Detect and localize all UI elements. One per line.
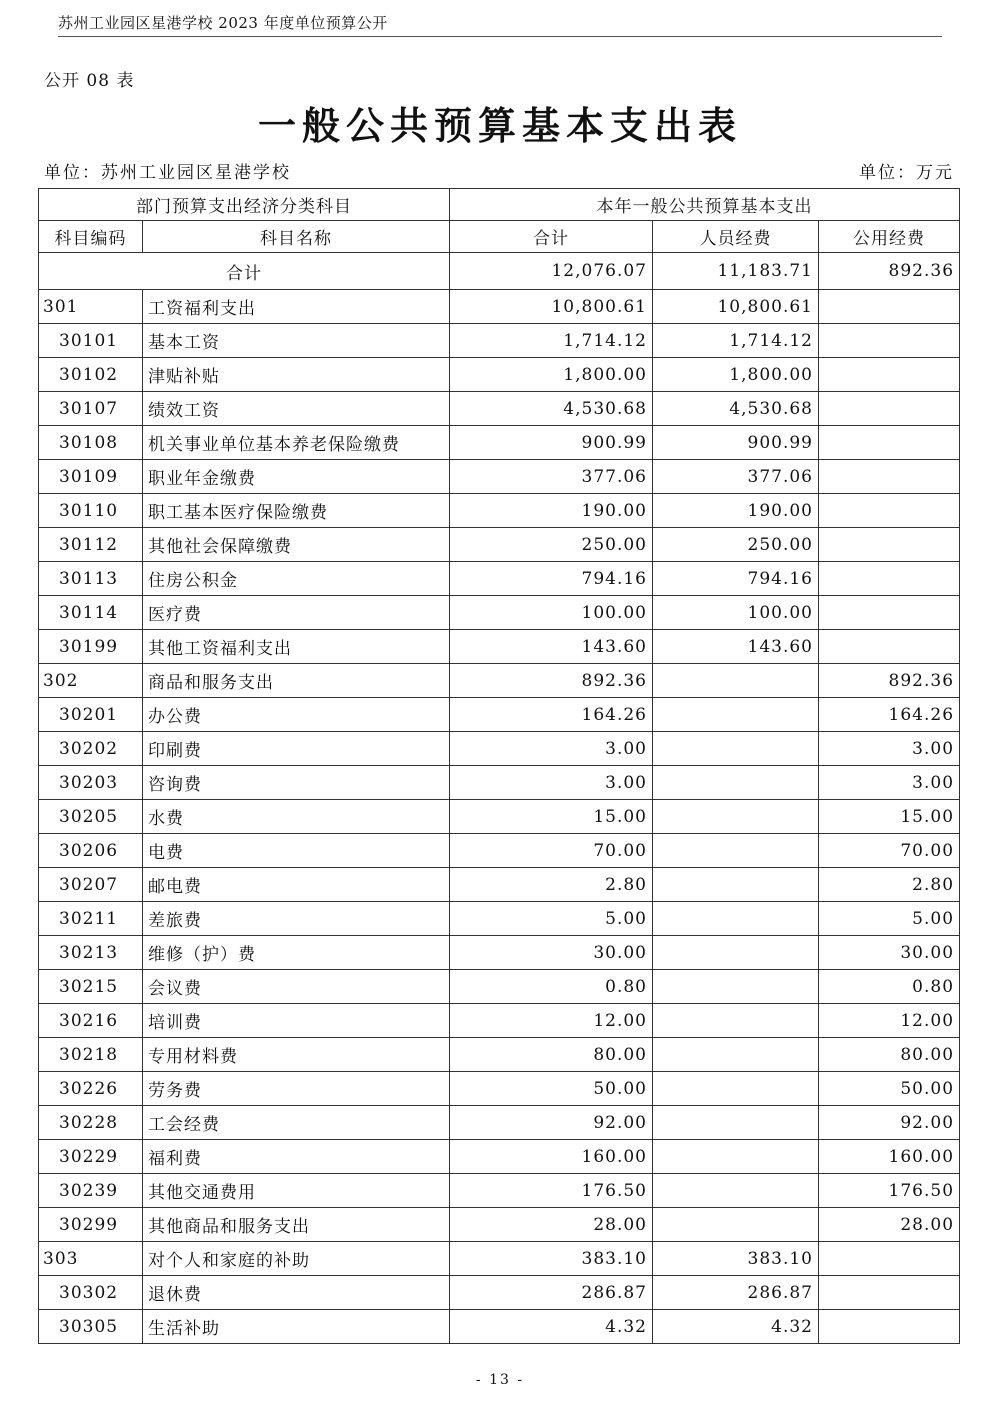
row-personnel: 190.00 [653,494,819,528]
row-name: 绩效工资 [143,392,450,426]
row-code: 30207 [39,868,143,902]
row-total: 3.00 [450,732,653,766]
row-public [819,426,960,460]
row-personnel [653,1174,819,1208]
table-row [39,1072,960,1106]
row-name: 基本工资 [143,324,450,358]
row-total: 10,800.61 [450,290,653,324]
table-row [39,528,960,562]
row-total: 377.06 [450,460,653,494]
row-public: 92.00 [819,1106,960,1140]
column-header-public: 公用经费 [819,221,960,253]
row-public: 176.50 [819,1174,960,1208]
column-header-total: 合计 [450,221,653,253]
table-row [39,766,960,800]
row-code: 30102 [39,358,143,392]
table-row [39,1276,960,1310]
row-name: 对个人和家庭的补助 [143,1242,450,1276]
row-code: 30228 [39,1106,143,1140]
row-name: 会议费 [143,970,450,1004]
row-name: 工资福利支出 [143,290,450,324]
row-personnel: 100.00 [653,596,819,630]
row-code: 30229 [39,1140,143,1174]
row-name: 办公费 [143,698,450,732]
row-code: 30112 [39,528,143,562]
row-total: 892.36 [450,664,653,698]
row-personnel [653,1140,819,1174]
row-personnel: 286.87 [653,1276,819,1310]
row-code: 30226 [39,1072,143,1106]
row-total: 28.00 [450,1208,653,1242]
table-number: 公开 08 表 [44,71,135,91]
table-row [39,358,960,392]
table-row [39,1004,960,1038]
table-row [39,868,960,902]
row-code: 30205 [39,800,143,834]
row-name: 维修（护）费 [143,936,450,970]
row-personnel [653,868,819,902]
total-row [39,253,960,290]
row-total: 92.00 [450,1106,653,1140]
row-code: 30302 [39,1276,143,1310]
table-row [39,1174,960,1208]
row-total: 4,530.68 [450,392,653,426]
column-header-row [39,221,960,253]
total-label: 合计 [39,253,450,290]
row-name: 电费 [143,834,450,868]
row-personnel [653,1038,819,1072]
row-total: 30.00 [450,936,653,970]
row-personnel [653,936,819,970]
row-public: 80.00 [819,1038,960,1072]
table-row [39,902,960,936]
row-code: 30107 [39,392,143,426]
table-row [39,800,960,834]
group-header-classification: 部门预算支出经济分类科目 [39,189,450,221]
row-personnel: 900.99 [653,426,819,460]
row-name: 工会经费 [143,1106,450,1140]
row-code: 30218 [39,1038,143,1072]
row-public: 164.26 [819,698,960,732]
row-total: 286.87 [450,1276,653,1310]
table-row [39,1242,960,1276]
table-row [39,494,960,528]
row-code: 30110 [39,494,143,528]
row-public [819,630,960,664]
row-name: 医疗费 [143,596,450,630]
row-personnel: 794.16 [653,562,819,596]
column-header-code: 科目编码 [39,221,143,253]
row-personnel [653,732,819,766]
row-personnel [653,766,819,800]
row-public [819,290,960,324]
row-code: 30239 [39,1174,143,1208]
table-row [39,970,960,1004]
row-name: 福利费 [143,1140,450,1174]
row-personnel: 4,530.68 [653,392,819,426]
row-personnel [653,1208,819,1242]
row-personnel [653,970,819,1004]
total-personnel: 11,183.71 [653,253,819,290]
table-row [39,1140,960,1174]
row-public: 5.00 [819,902,960,936]
row-personnel [653,834,819,868]
row-total: 1,714.12 [450,324,653,358]
unit-name: 单位：苏州工业园区星港学校 [44,163,291,183]
row-name: 机关事业单位基本养老保险缴费 [143,426,450,460]
row-personnel: 377.06 [653,460,819,494]
row-name: 邮电费 [143,868,450,902]
table-row [39,630,960,664]
row-code: 303 [39,1242,143,1276]
row-name: 其他商品和服务支出 [143,1208,450,1242]
row-personnel [653,902,819,936]
row-personnel: 4.32 [653,1310,819,1344]
row-total: 50.00 [450,1072,653,1106]
row-total: 176.50 [450,1174,653,1208]
row-public [819,358,960,392]
row-code: 30215 [39,970,143,1004]
budget-table [38,188,960,1344]
row-code: 30211 [39,902,143,936]
row-total: 15.00 [450,800,653,834]
row-public [819,460,960,494]
table-row [39,426,960,460]
row-personnel [653,664,819,698]
row-code: 30114 [39,596,143,630]
row-name: 水费 [143,800,450,834]
row-total: 1,800.00 [450,358,653,392]
row-name: 印刷费 [143,732,450,766]
row-personnel [653,1004,819,1038]
row-total: 2.80 [450,868,653,902]
column-header-name: 科目名称 [143,221,450,253]
page-header [58,10,942,37]
row-code: 30213 [39,936,143,970]
row-code: 302 [39,664,143,698]
row-code: 30299 [39,1208,143,1242]
row-name: 培训费 [143,1004,450,1038]
row-code: 30201 [39,698,143,732]
total-amount: 12,076.07 [450,253,653,290]
row-code: 30199 [39,630,143,664]
row-public [819,324,960,358]
row-total: 80.00 [450,1038,653,1072]
row-name: 退休费 [143,1276,450,1310]
row-personnel: 250.00 [653,528,819,562]
page-number: - 13 - [475,1372,525,1388]
row-total: 160.00 [450,1140,653,1174]
row-total: 900.99 [450,426,653,460]
column-header-personnel: 人员经费 [653,221,819,253]
row-name: 咨询费 [143,766,450,800]
row-name: 职工基本医疗保险缴费 [143,494,450,528]
row-name: 其他交通费用 [143,1174,450,1208]
row-personnel [653,1072,819,1106]
row-name: 住房公积金 [143,562,450,596]
row-total: 383.10 [450,1242,653,1276]
table-row [39,1310,960,1344]
page-title: 一般公共预算基本支出表 [257,104,742,148]
row-total: 100.00 [450,596,653,630]
row-public: 28.00 [819,1208,960,1242]
row-code: 30202 [39,732,143,766]
row-name: 专用材料费 [143,1038,450,1072]
table-row [39,596,960,630]
row-public [819,596,960,630]
table-row [39,698,960,732]
table-row [39,460,960,494]
table-row [39,1208,960,1242]
row-personnel: 1,714.12 [653,324,819,358]
table-row [39,290,960,324]
row-public: 0.80 [819,970,960,1004]
row-public [819,1310,960,1344]
row-total: 5.00 [450,902,653,936]
row-name: 其他社会保障缴费 [143,528,450,562]
row-code: 301 [39,290,143,324]
row-personnel [653,698,819,732]
row-personnel: 1,800.00 [653,358,819,392]
row-code: 30216 [39,1004,143,1038]
unit-currency: 单位：万元 [859,163,954,183]
row-code: 30203 [39,766,143,800]
row-name: 差旅费 [143,902,450,936]
row-total: 70.00 [450,834,653,868]
row-public: 12.00 [819,1004,960,1038]
row-code: 30109 [39,460,143,494]
row-name: 津贴补贴 [143,358,450,392]
row-total: 143.60 [450,630,653,664]
row-public: 15.00 [819,800,960,834]
table-row [39,392,960,426]
total-public: 892.36 [819,253,960,290]
row-total: 190.00 [450,494,653,528]
row-personnel: 143.60 [653,630,819,664]
row-total: 3.00 [450,766,653,800]
table-row [39,1106,960,1140]
row-name: 生活补助 [143,1310,450,1344]
row-code: 30206 [39,834,143,868]
row-public [819,1276,960,1310]
row-public: 892.36 [819,664,960,698]
group-header-expenditure: 本年一般公共预算基本支出 [450,189,960,221]
row-code: 30113 [39,562,143,596]
row-public [819,1242,960,1276]
row-name: 商品和服务支出 [143,664,450,698]
table-row [39,732,960,766]
row-code: 30108 [39,426,143,460]
row-total: 794.16 [450,562,653,596]
header-text: 苏州工业园区星港学校 2023 年度单位预算公开 [58,14,388,32]
row-public: 3.00 [819,732,960,766]
row-personnel: 10,800.61 [653,290,819,324]
row-name: 其他工资福利支出 [143,630,450,664]
row-public: 2.80 [819,868,960,902]
row-name: 职业年金缴费 [143,460,450,494]
row-public: 50.00 [819,1072,960,1106]
row-public: 30.00 [819,936,960,970]
row-personnel [653,800,819,834]
row-public [819,528,960,562]
row-total: 4.32 [450,1310,653,1344]
table-row [39,324,960,358]
budget-table-body [39,189,960,1344]
row-total: 0.80 [450,970,653,1004]
row-name: 劳务费 [143,1072,450,1106]
row-personnel [653,1106,819,1140]
row-public [819,494,960,528]
table-row [39,664,960,698]
table-row [39,936,960,970]
row-code: 30101 [39,324,143,358]
row-public: 70.00 [819,834,960,868]
group-header-row [39,189,960,221]
row-total: 164.26 [450,698,653,732]
table-row [39,1038,960,1072]
row-total: 12.00 [450,1004,653,1038]
row-code: 30305 [39,1310,143,1344]
row-public [819,392,960,426]
table-row [39,562,960,596]
row-public: 3.00 [819,766,960,800]
row-public [819,562,960,596]
row-personnel: 383.10 [653,1242,819,1276]
row-public: 160.00 [819,1140,960,1174]
row-total: 250.00 [450,528,653,562]
table-row [39,834,960,868]
